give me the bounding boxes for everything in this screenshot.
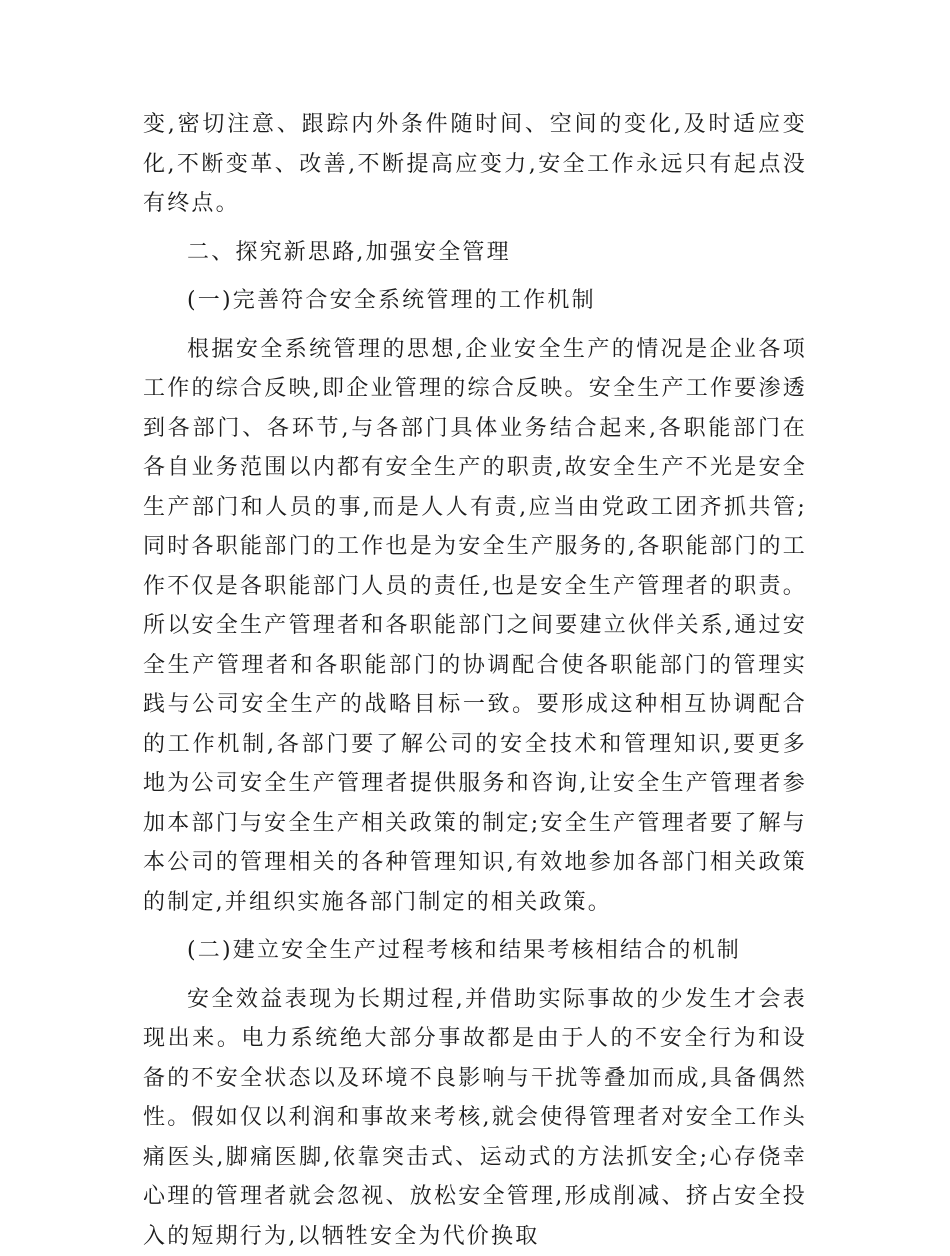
paragraph-work-mechanism: 根据安全系统管理的思想,企业安全生产的情况是企业各项工作的综合反映,即企业管理的综合反映。安全生产工作要渗透到各部门、各环节,与各部门具体业务结合起来,各职能部门在各自业务范围以内都有安全生产的职责,故安全生产不光是安全生产部门和人员的事,而是人人有责,应当由党政工团齐抓共管;同时各职能部门的工作也是为安全生产服务的,各职能部门的工作不仅是各职能部门人员的责任,也是安全生产管理者的职责。所以安全生产管理者和各职能部门之间要建立伙伴关系,通过安全生产管理者和各职能部门的协调配合使各职能部门的管理实践与公司安全生产的战略目标一致。要形成这种相互协调配合的工作机制,各部门要了解公司的安全技术和管理知识,要更多地为公司安全生产管理者提供服务和咨询,让安全生产管理者参加本部门与安全生产相关政策的制定;安全生产管理者要了解与本公司的管理相关的各种管理知识,有效地参加各部门相关政策的制定,并组织实施各部门制定的相关政策。 [143, 330, 807, 923]
paragraph-continued: 变,密切注意、跟踪内外条件随时间、空间的变化,及时适应变化,不断变革、改善,不断提高应变力,安全工作永远只有起点没有终点。 [143, 105, 807, 224]
subsection-heading-2: (二)建立安全生产过程考核和结果考核相结合的机制 [143, 931, 807, 971]
document-body [143, 105, 807, 1256]
paragraph-assessment: 安全效益表现为长期过程,并借助实际事故的少发生才会表现出来。电力系统绝大部分事故都是由于人的不安全行为和设备的不安全状态以及环境不良影响与干扰等叠加而成,具备偶然性。假如仅以利润和事故来考核,就会使得管理者对安全工作头痛医头,脚痛医脚,依靠突击式、运动式的方法抓安全;心存侥幸心理的管理者就会忽视、放松安全管理,形成削减、挤占安全投入的短期行为,以牺牲安全为代价换取 [143, 980, 807, 1256]
subsection-heading-1: (一)完善符合安全系统管理的工作机制 [143, 281, 807, 321]
section-heading: 二、探究新思路,加强安全管理 [143, 233, 807, 273]
